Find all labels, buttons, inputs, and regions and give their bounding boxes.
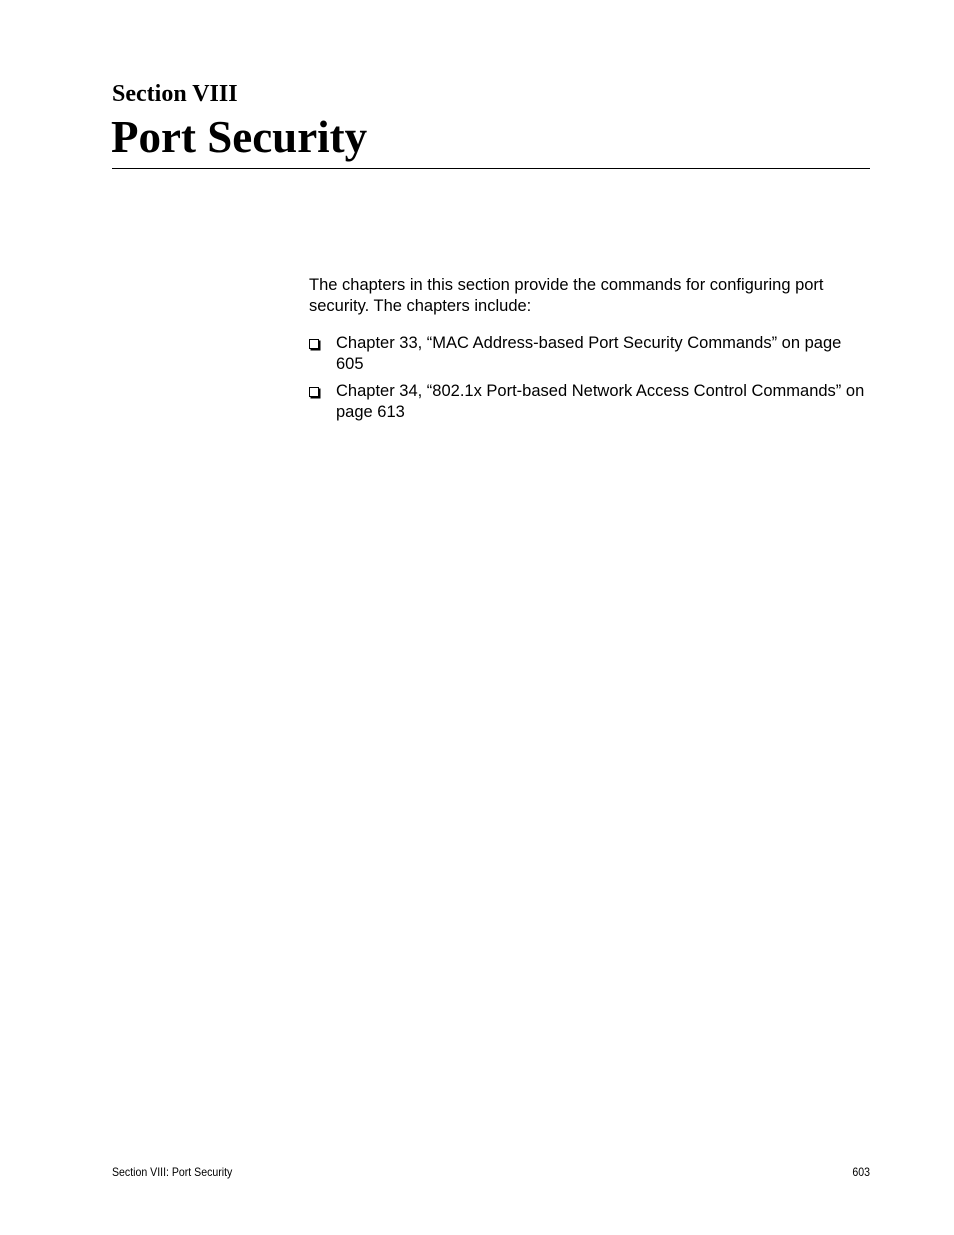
footer-page-number: 603 xyxy=(852,1165,870,1179)
title-rule xyxy=(112,168,870,169)
intro-paragraph: The chapters in this section provide the commands for configuring port security. The chapters include: xyxy=(309,276,824,315)
section-label: Section VIII xyxy=(112,81,238,107)
chapter-link-text[interactable]: Chapter 34, “802.1x Port-based Network Access Control Commands” on page 613 xyxy=(336,382,865,421)
chapter-link-text[interactable]: Chapter 33, “MAC Address-based Port Security Commands” on page 605 xyxy=(336,334,842,373)
hollow-square-bullet-icon xyxy=(309,387,319,397)
page-title: Port Security xyxy=(111,112,368,162)
chapter-list xyxy=(309,333,870,429)
list-item xyxy=(309,333,870,375)
hollow-square-bullet-icon xyxy=(309,339,319,349)
list-item xyxy=(309,381,870,423)
footer-section-title: Section VIII: Port Security xyxy=(112,1165,233,1179)
